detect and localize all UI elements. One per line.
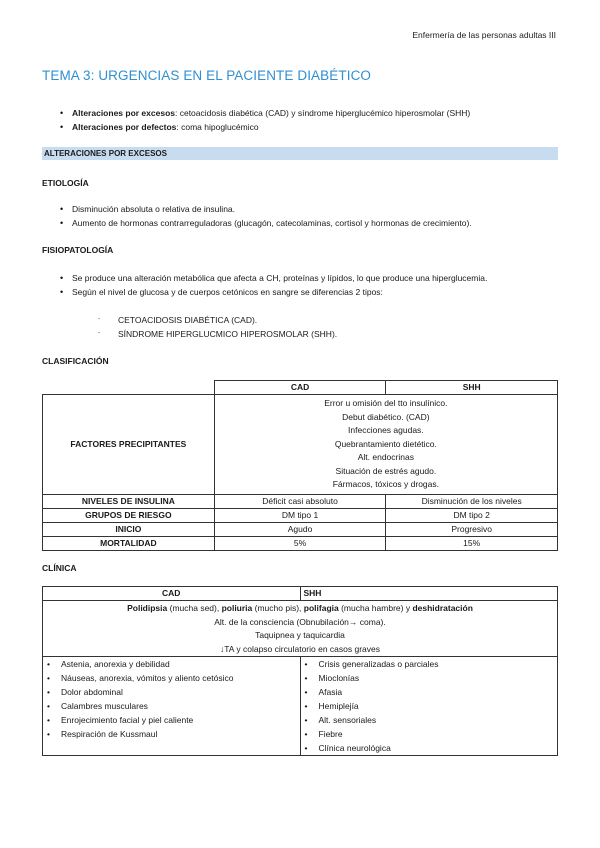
factor-item: Infecciones agudas. [348,425,424,435]
list-item: • Alteraciones por defectos: coma hipoglucémico [42,120,558,134]
factores-cell [214,395,557,495]
list-item: • Se produce una alteración metabólica que afecta a CH, proteínas y lípidos, lo que produce una hiperglucemia. [42,271,558,285]
clasificacion-heading: CLASIFICACIÓN [42,356,109,366]
factor-item: Situación de estrés agudo. [335,465,437,476]
intro-list [42,106,558,134]
list-item: • Alt. sensoriales [301,713,558,727]
list-item: • Respiración de Kussmaul [43,727,300,741]
tipos-list [98,313,337,341]
empty-corner [43,381,215,395]
list-item: • Astenia, anorexia y debilidad [43,657,300,671]
clinica-heading: CLÍNICA [42,563,77,573]
cad-symptoms-cell [43,657,301,756]
column-header-shh: SHH [300,587,558,601]
list-item: - SÍNDROME HIPERGLUCMICO HIPEROSMOLAR (SHH). [98,327,337,341]
list-item: • Clínica neurológica [301,741,558,755]
factor-item: Alt. endocrinas [357,452,414,462]
column-header-cad: CAD [214,381,386,395]
shh-symptoms-list [301,657,558,755]
common-line: ↓TA y colapso circulatorio en casos graves [220,643,380,654]
etiologia-list [42,202,558,230]
list-item: • Alteraciones por excesos: cetoacidosis diabética (CAD) y síndrome hiperglucémico hiperosmolar (SHH) [42,106,558,120]
cad-symptoms-list [43,657,300,741]
list-item: • Crisis generalizadas o parciales [301,657,558,671]
list-item: • Calambres musculares [43,699,300,713]
etiologia-heading: ETIOLOGÍA [42,178,89,188]
list-item: • Aumento de hormonas contrarreguladoras (glucagón, catecolaminas, cortisol y hormonas de crecimiento). [42,216,558,230]
list-item: • Mioclonías [301,671,558,685]
table-row: MORTALIDAD 5% 15% [43,536,558,550]
section-bar: ALTERACIONES POR EXCESOS [42,147,558,160]
factor-item: Error u omisión del tto insulínico. [324,398,448,408]
table-row: GRUPOS DE RIESGO DM tipo 1 DM tipo 2 [43,508,558,522]
table-row: INICIO Agudo Progresivo [43,522,558,536]
row-label-factores: FACTORES PRECIPITANTES [43,395,215,495]
list-item: • Dolor abdominal [43,685,300,699]
list-item: • Fiebre [301,727,558,741]
factor-item: Fármacos, tóxicos y drogas. [332,479,439,489]
list-item: • Disminución absoluta o relativa de insulina. [42,202,558,216]
clasificacion-table [42,380,558,551]
column-header-cad: CAD [43,587,301,601]
list-item: • Según el nivel de glucosa y de cuerpos cetónicos en sangre se diferencias 2 tipos: [42,285,558,299]
table-row: NIVELES DE INSULINA Déficit casi absoluto Disminución de los niveles [43,494,558,508]
fisiopatologia-heading: FISIOPATOLOGÍA [42,245,114,255]
factor-item: Quebrantamiento dietético. [334,438,437,449]
common-line: Polidipsia (mucha sed), poliuria (mucho pis), polifagia (mucha hambre) y deshidratación [127,603,473,613]
common-symptoms [43,601,558,657]
list-item: • Náuseas, anorexia, vómitos y aliento cetósico [43,671,300,685]
list-item: • Enrojecimiento facial y piel caliente [43,713,300,727]
list-item: • Hemiplejía [301,699,558,713]
common-line: Alt. de la consciencia (Obnubilación→ coma). [214,616,386,627]
fisiopatologia-list [42,271,558,299]
running-header: Enfermería de las personas adultas III [412,30,556,40]
factor-item: Debut diabético. (CAD) [342,411,430,422]
column-header-shh: SHH [386,381,558,395]
shh-symptoms-cell [300,657,558,756]
page-title: TEMA 3: URGENCIAS EN EL PACIENTE DIABÉTICO [42,68,372,83]
common-line: Taquipnea y taquicardia [255,630,345,640]
list-item: • Afasia [301,685,558,699]
clinica-table [42,586,558,756]
list-item: - CETOACIDOSIS DIABÉTICA (CAD). [98,313,337,327]
